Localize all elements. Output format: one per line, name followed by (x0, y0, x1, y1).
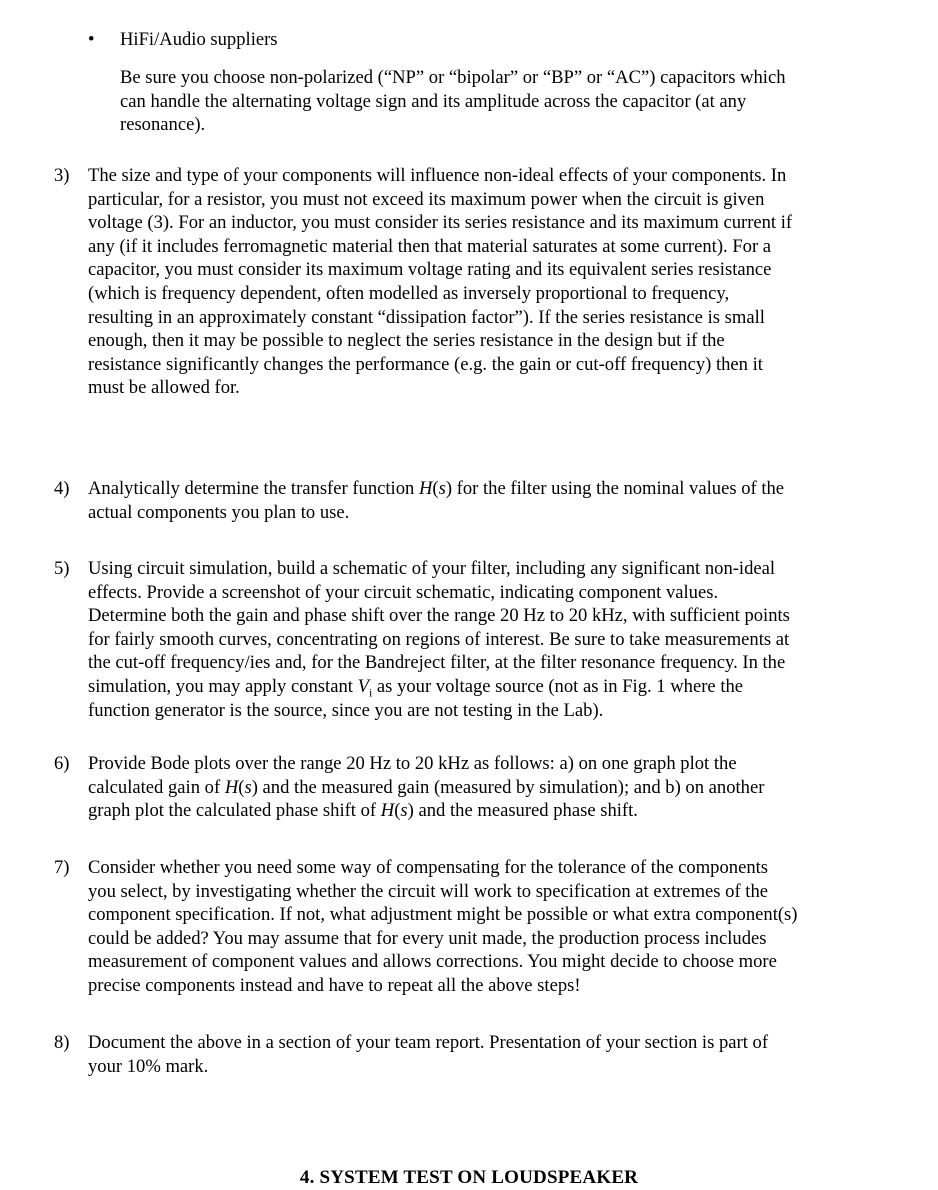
paragraph-line: any (if it includes ferromagnetic material then that material saturates at some current). For a (88, 235, 772, 257)
paragraph-line: component specification. If not, what adjustment might be possible or what extra component(s) (88, 904, 798, 926)
paragraph-line: Using circuit simulation, build a schematic of your filter, including any significant non-ideal (88, 558, 776, 579)
paragraph-line: simulation, you may apply constant $V_i$ as your voltage source (not as in Fig. 1 where the (88, 675, 744, 700)
section-heading: 4. SYSTEM TEST ON LOUDSPEAKER (299, 1167, 639, 1188)
paragraph-line: effects. Provide a screenshot of your circuit schematic, indicating component values. (88, 581, 719, 603)
list-item-number: 4) (54, 478, 70, 499)
list-item-number: 3) (54, 165, 70, 186)
paragraph-line: Analytically determine the transfer function H(s) for the filter using the nominal values of the (88, 478, 785, 499)
paragraph-line: can handle the alternating voltage sign and its amplitude across the capacitor (at any (120, 90, 747, 112)
list-item-text (88, 856, 934, 998)
bullet-dot: • (88, 29, 95, 50)
paragraph-line: precise components instead and have to repeat all the above steps! (88, 974, 581, 996)
list-item-text (88, 164, 934, 400)
paragraph-line: calculated gain of H(s) and the measured gain (measured by simulation); and b) on another (88, 776, 765, 798)
paragraph-line: resulting in an approximately constant “dissipation factor”). If the series resistance is small (88, 306, 765, 328)
paragraph-line: measurement of component values and allows corrections. You might decide to choose more (88, 951, 777, 973)
list-item-number: 6) (54, 753, 70, 774)
paragraph-line: voltage (3). For an inductor, you must consider its series resistance and its maximum current if (88, 212, 793, 234)
paragraph-line: could be added? You may assume that for every unit made, the production process includes (88, 927, 767, 949)
paragraph-line: Be sure you choose non-polarized (“NP” or “bipolar” or “BP” or “AC”) capacitors which (120, 67, 786, 88)
paragraph-line: Consider whether you need some way of compensating for the tolerance of the components (88, 857, 769, 878)
paragraph-line: capacitor, you must consider its maximum voltage rating and its equivalent series resistance (88, 259, 772, 281)
bullet-text: HiFi/Audio suppliers (120, 29, 278, 50)
list-item-text (88, 1031, 934, 1078)
paragraph-line: Provide Bode plots over the range 20 Hz to 20 kHz as follows: a) on one graph plot the (88, 753, 737, 774)
list-item-number: 7) (54, 857, 70, 878)
paragraph-line: enough, then it may be possible to neglect the series resistance in the design but if the (88, 330, 725, 352)
list-item-text (88, 557, 934, 722)
paragraph-line: particular, for a resistor, you must not exceed its maximum power when the circuit is given (88, 188, 765, 210)
paragraph-line: the cut-off frequency/ies and, for the Bandreject filter, at the filter resonance frequency. In the (88, 652, 786, 674)
paragraph-line: graph plot the calculated phase shift of H(s) and the measured phase shift. (88, 800, 638, 822)
paragraph-line: (which is frequency dependent, often modelled as inversely proportional to frequency, (88, 282, 730, 304)
paragraph-line: your 10% mark. (88, 1055, 209, 1077)
list-item-text (88, 477, 934, 524)
paragraph-line: Determine both the gain and phase shift over the range 20 Hz to 20 kHz, with sufficient points (88, 605, 790, 627)
paragraph-line: you select, by investigating whether the circuit will work to specification at extremes of the (88, 880, 769, 902)
paragraph-line: resistance significantly changes the performance (e.g. the gain or cut-off frequency) then it (88, 353, 763, 375)
paragraph-line: function generator is the source, since you are not testing in the Lab). (88, 699, 604, 721)
paragraph-line: The size and type of your components will influence non-ideal effects of your components. In (88, 165, 787, 186)
paragraph-line: for fairly smooth curves, concentrating on regions of interest. Be sure to take measurements at (88, 628, 790, 650)
paragraph-line: actual components you plan to use. (88, 501, 350, 523)
list-item-number: 5) (54, 558, 70, 579)
list-item-number: 8) (54, 1032, 70, 1053)
capacitor-note-paragraph (120, 66, 920, 137)
paragraph-line: must be allowed for. (88, 377, 240, 399)
list-item-text (88, 752, 934, 823)
paragraph-line: Document the above in a section of your team report. Presentation of your section is part of (88, 1032, 769, 1053)
paragraph-line: resonance). (120, 114, 206, 136)
